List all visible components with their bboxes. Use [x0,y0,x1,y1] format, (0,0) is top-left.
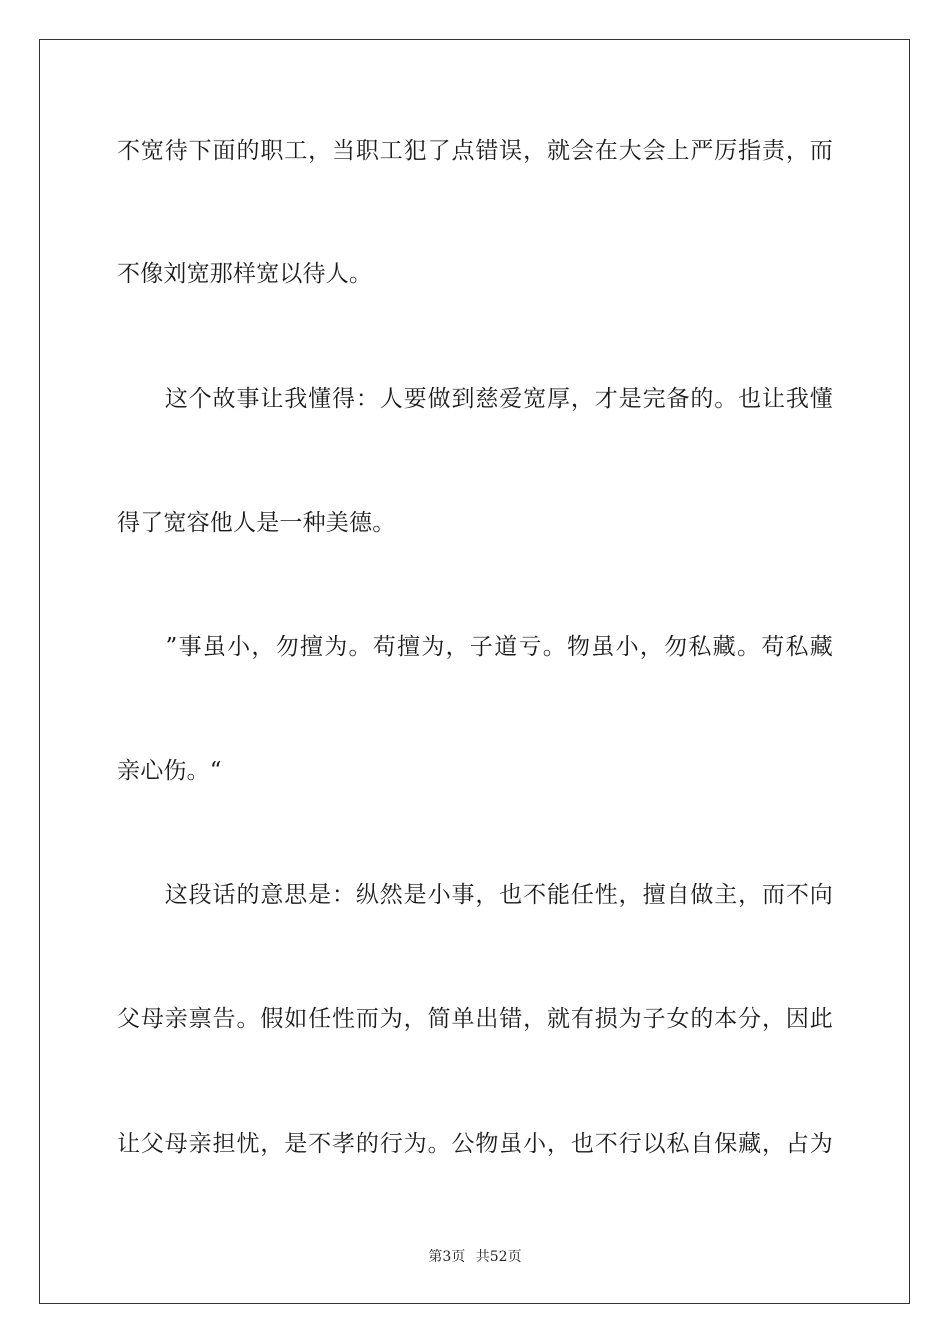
page-footer [0,1248,950,1266]
page-border [39,39,910,1304]
text-line: 这个故事让我懂得：人要做到慈爱宽厚，才是完备的。也让我懂 [117,386,833,412]
page-total: 共52页 [475,1249,522,1265]
text-line: 得了宽容他人是一种美德。 [117,510,396,536]
text-line: 这段话的意思是：纵然是小事，也不能任性，擅自做主，而不向 [117,882,833,908]
page-number: 第3页 [428,1249,466,1265]
text-line: 不像刘宽那样宽以待人。 [117,261,373,287]
text-line: ”事虽小，勿擅为。苟擅为，子道亏。物虽小，勿私藏。苟私藏 [117,634,833,660]
text-line: 让父母亲担忧，是不孝的行为。公物虽小，也不行以私自保藏，占为 [117,1131,833,1157]
text-line: 父母亲禀告。假如任性而为，简单出错，就有损为子女的本分，因此 [117,1006,833,1032]
text-line: 不宽待下面的职工，当职工犯了点错误，就会在大会上严厉指责，而 [117,138,833,164]
text-line: 亲心伤。“ [117,758,222,784]
